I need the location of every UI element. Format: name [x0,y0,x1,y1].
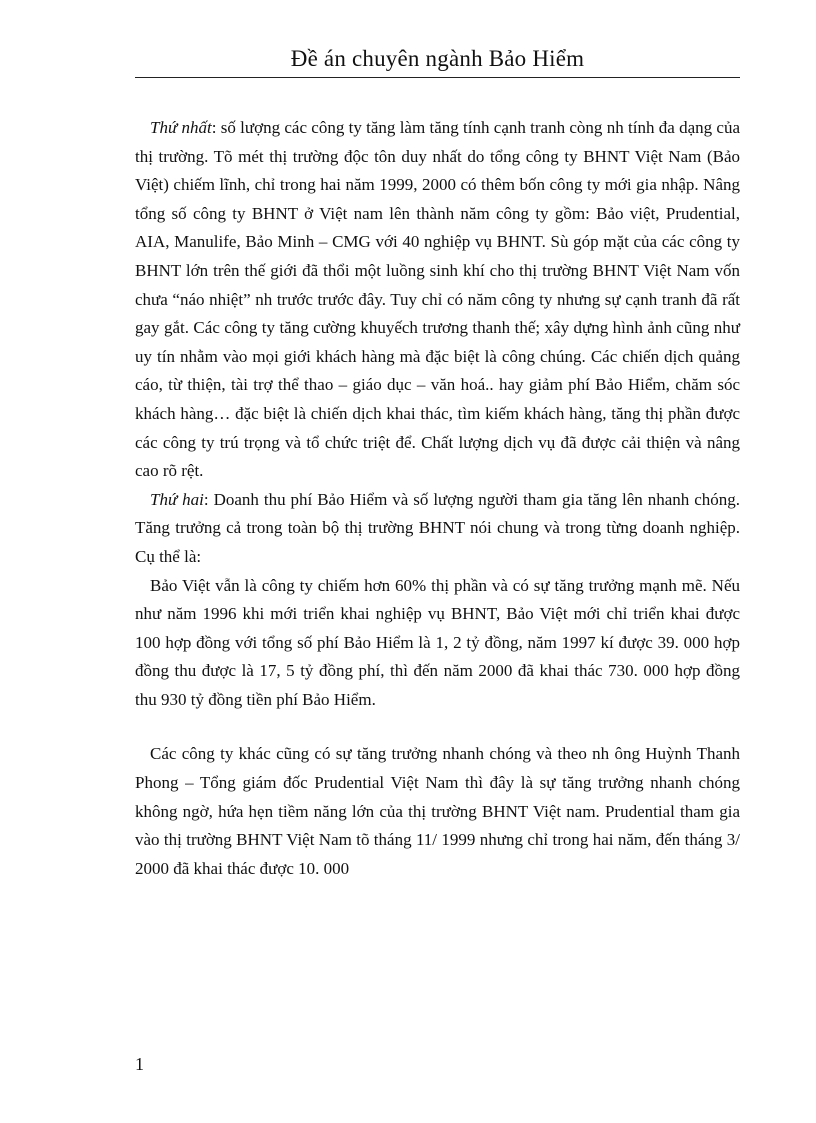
paragraph-text: : số lượng các công ty tăng làm tăng tính cạnh tranh còng nh tính đa dạng của thị trường. Tõ mét thị trường độc tôn duy nhất do tổng công ty BHNT Việt Nam (Bảo Việt) chiếm lĩnh, chỉ trong hai năm 1999, 2000 có thêm bốn công ty mới gia nhập. Nâng tổng số công ty BHNT ở Việt nam lên thành năm công ty gồm: Bảo việt, Prudential, AIA, Manulife, Bảo Minh – CMG với 40 nghiệp vụ BHNT. Sù góp mặt của các công ty BHNT lớn trên thế giới đã thổi một luồng sinh khí cho thị trường BHNT Việt Nam vốn chưa “náo nhiệt” nh trước trước đây. Tuy chỉ có năm công ty nhưng sự cạnh tranh đã rất gay gắt. Các công ty tăng cường khuyếch trương thanh thế; xây dựng hình ảnh cũng như uy tín nhằm vào mọi giới khách hàng mà đặc biệt là công chúng. Các chiến dịch quảng cáo, từ thiện, tài trợ thể thao – giáo dục – văn hoá.. hay giảm phí Bảo Hiểm, chăm sóc khách hàng… đặc biệt là chiến dịch khai thác, tìm kiếm khách hàng, tăng thị phần được các công ty trú trọng và tổ chức triệt để. Chất lượng dịch vụ đã được cải thiện và nâng cao rõ rệt. [135,118,741,481]
paragraph-text: : Doanh thu phí Bảo Hiểm và số lượng người tham gia tăng lên nhanh chóng. Tăng trưởng cả trong toàn bộ thị trường BHNT nói chung và trong từng doanh nghiệp. Cụ thể là: [135,489,740,566]
paragraph-lead: Thứ hai [150,489,204,509]
body-text [135,114,740,883]
paragraph-lead: Thứ nhất [150,118,212,137]
paragraph-4 [135,740,740,883]
paragraph-1 [135,114,740,486]
page-number: 1 [135,1054,144,1074]
paragraph-text: Bảo Việt vẫn là công ty chiếm hơn 60% thị phần và có sự tăng trưởng mạnh mẽ. Nếu như năm 1996 khi mới triển khai nghiệp vụ BHNT, Bảo Việt mới chỉ triển khai được 100 hợp đồng với tổng số phí Bảo Hiểm là 1, 2 tỷ đồng, năm 1997 kí được 39. 000 hợp đồng thu được là 17, 5 tỷ đồng phí, thì đến năm 2000 đã khai thác 730. 000 hợp đồng thu 930 tỷ đồng tiền phí Bảo Hiểm. [135,575,740,709]
paragraph-2 [135,486,740,572]
paragraph-3 [135,572,740,715]
header-divider [135,77,740,78]
page-title: Đề án chuyên ngành Bảo Hiểm [290,46,585,71]
paragraph-text: Các công ty khác cũng có sự tăng trưởng nhanh chóng và theo nh ông Huỳnh Thanh Phong – Tổng giám đốc Prudential Việt Nam thì đây là sự tăng trưởng nhanh chóng không ngờ, hứa hẹn tiềm năng lớn của thị trường BHNT Việt nam. Prudential tham gia vào thị trường BHNT Việt Nam tõ tháng 11/ 1999 nhưng chỉ trong hai năm, đến tháng 3/ 2000 đã khai thác được 10. 000 [135,744,740,878]
